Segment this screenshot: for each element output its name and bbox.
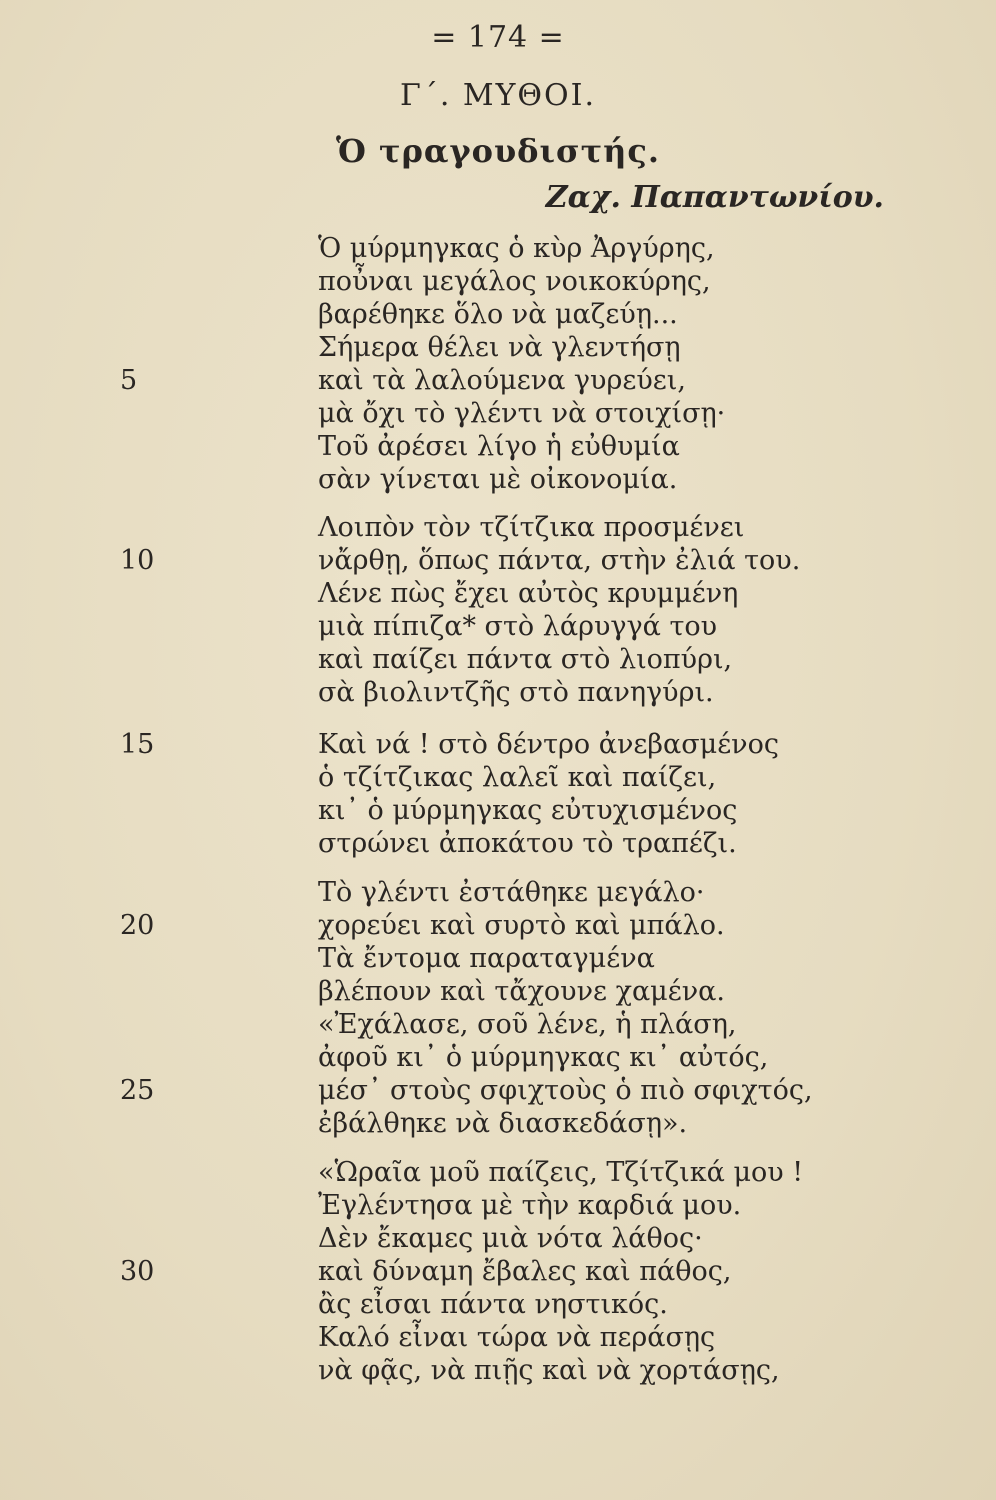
- poem-line: νὰ φᾷς, νὰ πιῇς καὶ νὰ χορτάσῃς,: [318, 1355, 780, 1386]
- poem-line: Τὸ γλέντι ἐστάθηκε μεγάλο·: [318, 877, 705, 908]
- line-number: 25: [120, 1075, 155, 1106]
- line-number: 5: [120, 365, 138, 396]
- poem-line: κι᾿ ὁ μύρμηγκας εὐτυχισμένος: [318, 795, 738, 826]
- poem-line: ποὖναι μεγάλος νοικοκύρης,: [318, 266, 711, 297]
- poem-line: Τὰ ἔντομα παραταγμένα: [318, 943, 655, 974]
- poem-line: νἄρθῃ, ὅπως πάντα, στὴν ἐλιά του.: [318, 545, 801, 576]
- poem-title: Ὁ τραγουδιστής.: [336, 132, 660, 170]
- poem-line: βλέπουν καὶ τἄχουνε χαμένα.: [318, 976, 725, 1007]
- poem-line: Λοιπὸν τὸν τζίτζικα προσμένει: [318, 512, 745, 543]
- poem-line: Ὁ μύρμηγκας ὁ κὺρ Ἀργύρης,: [318, 233, 715, 264]
- poem-line: Καὶ νά ! στὸ δέντρο ἀνεβασμένος: [318, 729, 779, 760]
- poem-line: ἐβάλθηκε νὰ διασκεδάσῃ».: [318, 1108, 688, 1139]
- poem-line: ἀφοῦ κι᾿ ὁ μύρμηγκας κι᾿ αὐτός,: [318, 1042, 769, 1073]
- poem-line: καὶ τὰ λαλούμενα γυρεύει,: [318, 365, 686, 396]
- poem-line: Ἐγλέντησα μὲ τὴν καρδιά μου.: [318, 1190, 742, 1221]
- poem-line: καὶ δύναμη ἔβαλες καὶ πάθος,: [318, 1256, 732, 1287]
- poem-line: στρώνει ἀποκάτου τὸ τραπέζι.: [318, 828, 737, 859]
- poem-line: «Ὡραῖα μοῦ παίζεις, Τζίτζικά μου !: [318, 1157, 804, 1188]
- poem-line: ἂς εἶσαι πάντα νηστικός.: [318, 1289, 668, 1320]
- poem-line: Δὲν ἔκαμες μιὰ νότα λάθος·: [318, 1223, 703, 1254]
- poem-line: Τοῦ ἀρέσει λίγο ἡ εὐθυμία: [318, 431, 680, 462]
- poem-line: καὶ παίζει πάντα στὸ λιοπύρι,: [318, 644, 733, 675]
- poem-line: μιὰ πίπιζα* στὸ λάρυγγά του: [318, 611, 718, 642]
- poem-line: Λένε πὼς ἔχει αὐτὸς κρυμμένη: [318, 578, 739, 609]
- poem-line: χορεύει καὶ συρτὸ καὶ μπάλο.: [318, 910, 725, 941]
- poem-line: ὁ τζίτζικας λαλεῖ καὶ παίζει,: [318, 762, 717, 793]
- poem-line: μέσ᾿ στοὺς σφιχτοὺς ὁ πιὸ σφιχτός,: [318, 1075, 813, 1106]
- poem-line: «Ἐχάλασε, σοῦ λένε, ἡ πλάση,: [318, 1009, 737, 1040]
- line-number: 30: [120, 1256, 155, 1287]
- poem-line: μὰ ὄχι τὸ γλέντι νὰ στοιχίσῃ·: [318, 398, 726, 429]
- line-number: 10: [120, 545, 155, 576]
- section-title: Γ΄. ΜΥΘΟΙ.: [400, 78, 596, 113]
- poem-line: Σήμερα θέλει νὰ γλεντήσῃ: [318, 332, 681, 363]
- page-number: = 174 =: [431, 20, 565, 55]
- line-number: 20: [120, 910, 155, 941]
- line-number: 15: [120, 729, 155, 760]
- author-name: Ζαχ. Παπαντωνίου.: [545, 180, 884, 215]
- poem-line: Καλό εἶναι τώρα νὰ περάσῃς: [318, 1322, 716, 1353]
- poem-line: σὰν γίνεται μὲ οἰκονομία.: [318, 464, 678, 495]
- poem-line: σὰ βιολιντζῆς στὸ πανηγύρι.: [318, 677, 714, 708]
- poem-line: βαρέθηκε ὅλο νὰ μαζεύῃ...: [318, 299, 678, 330]
